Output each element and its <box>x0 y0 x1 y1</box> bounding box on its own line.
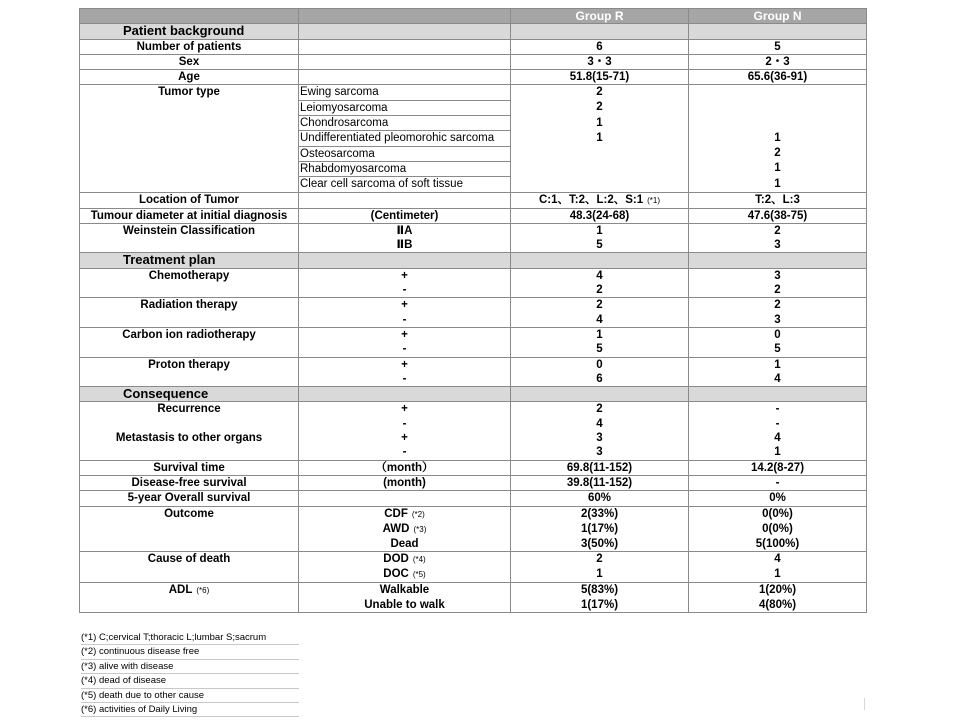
value-group-r: 4 <box>511 268 689 283</box>
row-label: Radiation therapy <box>80 298 299 313</box>
value-group-r: 1(17%) <box>511 522 689 537</box>
tumor-type-name: Leiomyosarcoma <box>299 100 511 115</box>
table-row <box>80 268 867 283</box>
row-label: Sex <box>80 54 299 69</box>
table-row <box>80 70 867 85</box>
value-group-r <box>511 146 689 161</box>
value-group-r: 48.3(24-68) <box>511 208 689 223</box>
row-label: Disease-free survival <box>80 475 299 490</box>
tumor-type-name: Ewing sarcoma <box>299 85 511 100</box>
table-row <box>80 342 867 357</box>
value-group-n: 2 <box>689 146 867 161</box>
row-sub: ⅡB <box>299 238 511 253</box>
row-sub: - <box>299 313 511 328</box>
table-row <box>80 431 867 445</box>
value-group-r: 3(50%) <box>511 537 689 552</box>
value-group-n: 0% <box>689 491 867 506</box>
value-group-r: 2 <box>511 100 689 115</box>
value-group-r: 2(33%) <box>511 506 689 522</box>
footnote-ref: (*3) <box>413 524 427 534</box>
footnote-ref: (*6) <box>196 585 210 595</box>
footnote-ref: (*1) <box>647 195 661 205</box>
value-group-n: - <box>689 402 867 417</box>
value-group-n: 4(80%) <box>689 598 867 613</box>
header-blank-1 <box>80 9 299 24</box>
table-row <box>80 54 867 69</box>
table-row <box>80 116 867 131</box>
row-sub: Walkable <box>299 582 511 598</box>
tumor-type-name: Chondrosarcoma <box>299 116 511 131</box>
value-group-r: 6 <box>511 372 689 387</box>
footnote-ref: (*2) <box>411 509 425 519</box>
table-row <box>80 522 867 537</box>
value-group-r: 51.8(15-71) <box>511 70 689 85</box>
row-sub: Unable to walk <box>299 598 511 613</box>
row-sub <box>299 39 511 54</box>
value-group-r: 1 <box>511 567 689 583</box>
value-group-r: 39.8(11-152) <box>511 475 689 490</box>
section-row <box>80 387 867 402</box>
table-row <box>80 357 867 372</box>
table-row <box>80 417 867 431</box>
header-group-r: Group R <box>511 9 689 24</box>
value-group-n: 47.6(38-75) <box>689 208 867 223</box>
table-row <box>80 506 867 522</box>
footnote: (*1) C;cervical T;thoracic L;lumbar S;sacrum <box>81 631 299 645</box>
row-sub <box>299 70 511 85</box>
value-group-n: 0(0%) <box>689 506 867 522</box>
value-group-r <box>511 161 689 176</box>
section-row <box>80 253 867 268</box>
value-group-n: 4 <box>689 551 867 567</box>
value-group-n: 2 <box>689 298 867 313</box>
row-label: Chemotherapy <box>80 268 299 283</box>
value-group-r: 5 <box>511 342 689 357</box>
value-group-r: 2 <box>511 283 689 298</box>
value-group-n: - <box>689 475 867 490</box>
table-row <box>80 85 867 100</box>
table-row <box>80 582 867 598</box>
row-label: Location of Tumor <box>80 192 299 208</box>
table-row <box>80 402 867 417</box>
row-sub: ⅡA <box>299 223 511 238</box>
value-group-n: 1 <box>689 161 867 176</box>
table-row <box>80 537 867 552</box>
tumor-type-name: Rhabdomyosarcoma <box>299 161 511 176</box>
value-group-r: 2 <box>511 402 689 417</box>
row-label: Survival time <box>80 460 299 475</box>
value-group-r: 2 <box>511 298 689 313</box>
value-group-r: 2 <box>511 551 689 567</box>
table-row <box>80 238 867 253</box>
row-sub: Dead <box>299 537 511 552</box>
table-row <box>80 460 867 475</box>
value-group-n: 1 <box>689 445 867 460</box>
row-sub: (month) <box>299 475 511 490</box>
table-row <box>80 298 867 313</box>
row-sub: - <box>299 283 511 298</box>
value-group-n: 1(20%) <box>689 582 867 598</box>
value-group-n: 1 <box>689 131 867 146</box>
tumor-type-name: Clear cell sarcoma of soft tissue <box>299 177 511 192</box>
value-group-n: 5(100%) <box>689 537 867 552</box>
row-sub: - <box>299 445 511 460</box>
table-row <box>80 327 867 342</box>
row-sub: + <box>299 357 511 372</box>
table-row <box>80 372 867 387</box>
value-group-n: 4 <box>689 372 867 387</box>
value-group-n: 0(0%) <box>689 522 867 537</box>
header-blank-2 <box>299 9 511 24</box>
table-row <box>80 313 867 328</box>
value-group-n: 3 <box>689 268 867 283</box>
table-row <box>80 100 867 115</box>
footnote: (*6) activities of Daily Living <box>81 703 299 717</box>
table-row <box>80 208 867 223</box>
row-sub <box>299 54 511 69</box>
value-group-n: 3 <box>689 238 867 253</box>
value-group-r: 3・3 <box>511 54 689 69</box>
value-group-n: 2・3 <box>689 54 867 69</box>
value-group-r: 1 <box>511 131 689 146</box>
tumor-type-name: Osteosarcoma <box>299 146 511 161</box>
row-label: Number of patients <box>80 39 299 54</box>
row-label: Proton therapy <box>80 357 299 372</box>
value-group-r: 1 <box>511 223 689 238</box>
header-group-n: Group N <box>689 9 867 24</box>
header-row <box>80 9 867 24</box>
section-consequence: Consequence <box>80 387 299 402</box>
value-group-n <box>689 85 867 100</box>
footnote-ref: (*5) <box>412 569 426 579</box>
row-label: Tumor type <box>80 85 299 100</box>
row-sub <box>299 491 511 506</box>
row-sub: + <box>299 402 511 417</box>
row-label: Cause of death <box>80 551 299 567</box>
value-group-n: - <box>689 417 867 431</box>
table-row <box>80 475 867 490</box>
value-group-n: 2 <box>689 283 867 298</box>
row-sub: - <box>299 417 511 431</box>
row-sub: - <box>299 342 511 357</box>
row-sub: CDF (*2) <box>299 506 511 522</box>
row-sub: + <box>299 298 511 313</box>
section-row <box>80 24 867 39</box>
value-group-r: 5(83%) <box>511 582 689 598</box>
value-group-r: 2 <box>511 85 689 100</box>
row-sub: AWD (*3) <box>299 522 511 537</box>
value-group-r: 1 <box>511 116 689 131</box>
footnote: (*5) death due to other cause <box>81 689 299 703</box>
row-label: 5-year Overall survival <box>80 491 299 506</box>
footnote-ref: (*4) <box>412 554 426 564</box>
row-label: Tumour diameter at initial diagnosis <box>80 208 299 223</box>
value-group-r <box>511 177 689 192</box>
value-group-n: 1 <box>689 357 867 372</box>
row-label: ADL (*6) <box>80 582 299 598</box>
value-group-r: 1 <box>511 327 689 342</box>
patient-summary-table <box>79 8 867 613</box>
value-group-n: T:2、L:3 <box>689 192 867 208</box>
table-row <box>80 567 867 583</box>
table-row <box>80 551 867 567</box>
table-row <box>80 491 867 506</box>
row-sub: - <box>299 372 511 387</box>
section-treatment-plan: Treatment plan <box>80 253 299 268</box>
value-group-r: 1(17%) <box>511 598 689 613</box>
value-group-n: 0 <box>689 327 867 342</box>
value-group-n: 1 <box>689 177 867 192</box>
value-group-r: 0 <box>511 357 689 372</box>
value-group-n: 2 <box>689 223 867 238</box>
value-group-r: 3 <box>511 445 689 460</box>
row-sub: + <box>299 268 511 283</box>
row-sub: （month） <box>299 460 511 475</box>
footnotes <box>81 631 299 717</box>
value-group-r: 4 <box>511 417 689 431</box>
section-patient-background: Patient background <box>80 24 299 39</box>
table-row <box>80 177 867 192</box>
value-group-n <box>689 100 867 115</box>
value-group-n: 4 <box>689 431 867 445</box>
value-group-r: 69.8(11-152) <box>511 460 689 475</box>
value-group-r: 5 <box>511 238 689 253</box>
table-row <box>80 192 867 208</box>
row-sub: + <box>299 327 511 342</box>
table-row <box>80 131 867 146</box>
table-row <box>80 39 867 54</box>
row-sub: DOD (*4) <box>299 551 511 567</box>
table-row <box>80 146 867 161</box>
value-group-r: C:1、T:2、L:2、S:1 (*1) <box>511 192 689 208</box>
table-row <box>80 161 867 176</box>
footnote: (*2) continuous disease free <box>81 645 299 659</box>
value-group-r: 4 <box>511 313 689 328</box>
row-sub: (Centimeter) <box>299 208 511 223</box>
row-label: Carbon ion radiotherapy <box>80 327 299 342</box>
table-row <box>80 223 867 238</box>
value-group-n: 3 <box>689 313 867 328</box>
row-label: Outcome <box>80 506 299 522</box>
footnote: (*4) dead of disease <box>81 674 299 688</box>
table-row <box>80 445 867 460</box>
value-group-r: 6 <box>511 39 689 54</box>
table-row <box>80 598 867 613</box>
divider <box>864 698 865 710</box>
row-label: Age <box>80 70 299 85</box>
table-row <box>80 283 867 298</box>
footnote: (*3) alive with disease <box>81 660 299 674</box>
value-group-n: 5 <box>689 39 867 54</box>
value-group-n: 14.2(8-27) <box>689 460 867 475</box>
value-group-r: 3 <box>511 431 689 445</box>
value-group-n <box>689 116 867 131</box>
value-group-n: 65.6(36-91) <box>689 70 867 85</box>
row-label: Recurrence <box>80 402 299 417</box>
row-label: Weinstein Classification <box>80 223 299 238</box>
row-sub <box>299 192 511 208</box>
value-group-n: 5 <box>689 342 867 357</box>
tumor-type-name: Undifferentiated pleomorohic sarcoma <box>299 131 511 146</box>
row-sub: + <box>299 431 511 445</box>
value-group-r: 60% <box>511 491 689 506</box>
row-label: Metastasis to other organs <box>80 431 299 445</box>
row-sub: DOC (*5) <box>299 567 511 583</box>
value-group-n: 1 <box>689 567 867 583</box>
